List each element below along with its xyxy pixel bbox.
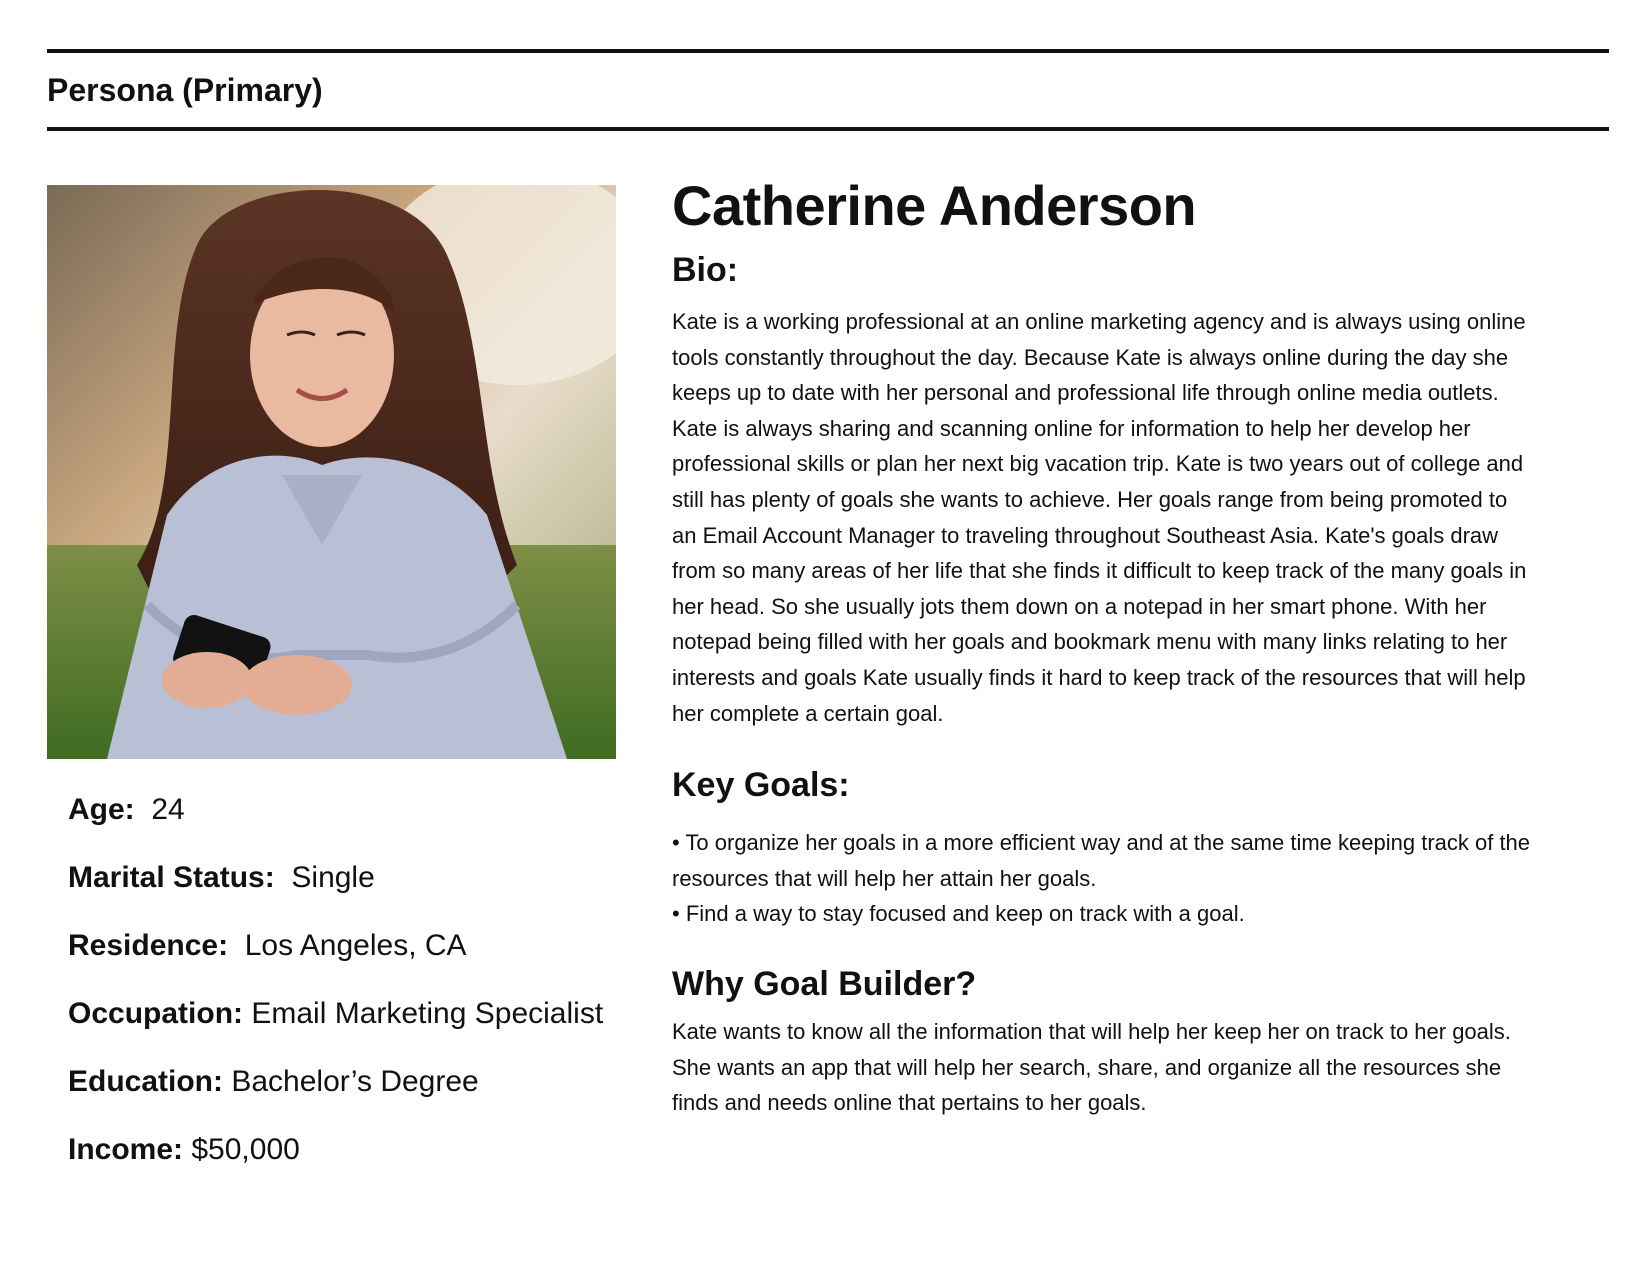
goal-line: • To organize her goals in a more efficient way and at the same time keeping track of the (672, 830, 1531, 856)
why-line: She wants an app that will help her search, share, and organize all the resources she (672, 1054, 1502, 1080)
fact-label: Education: (68, 1065, 223, 1098)
fact-occupation (68, 994, 628, 1062)
fact-residence (68, 926, 628, 994)
fact-value: Los Angeles, CA (244, 929, 467, 962)
fact-marital-status (68, 858, 628, 926)
bio-line: interests and goals Kate usually finds it hard to keep track of the resources that will help (672, 664, 1526, 690)
fact-label: Age: (68, 793, 135, 826)
bio-line: professional skills or plan her next big vacation trip. Kate is two years out of college and (672, 451, 1524, 477)
persona-facts (68, 790, 628, 1198)
fact-value: Bachelor’s Degree (231, 1065, 479, 1098)
bio-line: her head. So she usually jots them down on a notepad in her smart phone. With her (672, 593, 1487, 619)
fact-education (68, 1062, 628, 1130)
bio-line: from so many areas of her life that she finds it difficult to keep track of the many goals in (672, 558, 1527, 584)
fact-income (68, 1130, 628, 1198)
fact-label: Residence: (68, 929, 229, 962)
key-goals-list (672, 825, 1602, 932)
bio-line: notepad being filled with her goals and bookmark menu with many links relating to her (672, 629, 1508, 655)
persona-type-label: Persona (Primary) (47, 72, 323, 108)
fact-value: Email Marketing Specialist (251, 997, 604, 1030)
why-line: finds and needs online that pertains to her goals. (672, 1090, 1147, 1116)
header-top-rule (47, 49, 1609, 53)
header-bottom-rule (47, 127, 1609, 131)
fact-label: Income: (68, 1133, 184, 1166)
bio-line: an Email Account Manager to traveling throughout Southeast Asia. Kate's goals draw (672, 522, 1499, 548)
fact-value: $50,000 (191, 1133, 300, 1166)
bio-line: tools constantly throughout the day. Because Kate is always online during the day she (672, 344, 1509, 370)
goal-line: resources that will help her attain her goals. (672, 865, 1097, 891)
bio-heading: Bio: (672, 251, 739, 289)
bio-line: Kate is a working professional at an online marketing agency and is always using online (672, 309, 1526, 334)
fact-value: Single (291, 861, 375, 894)
bio-line: her complete a certain goal. (672, 700, 944, 726)
bio-line: still has plenty of goals she wants to achieve. Her goals range from being promoted to (672, 486, 1508, 512)
fact-value: 24 (151, 793, 185, 826)
why-line: Kate wants to know all the information that will help her keep her on track to her goals. (672, 1018, 1511, 1044)
why-goal-builder-heading: Why Goal Builder? (672, 964, 977, 1003)
key-goals-heading: Key Goals: (672, 766, 850, 805)
why-goal-builder-text (672, 1014, 1602, 1121)
bio-line: Kate is always sharing and scanning online for information to help her develop her (672, 415, 1471, 441)
persona-photo (47, 185, 616, 759)
fact-age (68, 790, 628, 858)
fact-label: Occupation: (68, 997, 244, 1030)
persona-details (672, 170, 1602, 1121)
fact-label: Marital Status: (68, 861, 275, 894)
bio-text (672, 304, 1602, 731)
persona-name: Catherine Anderson (672, 174, 1197, 237)
bio-line: keeps up to date with her personal and professional life through online media outlets. (672, 380, 1499, 406)
goal-line: • Find a way to stay focused and keep on track with a goal. (672, 901, 1245, 927)
